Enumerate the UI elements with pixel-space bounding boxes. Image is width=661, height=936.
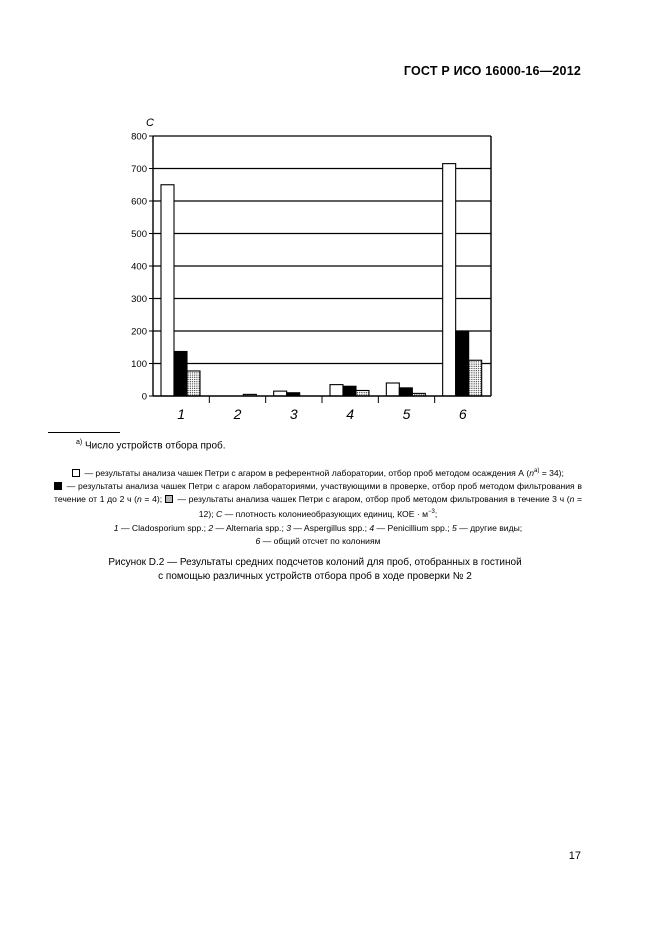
y-tick-label: 100 <box>131 359 147 370</box>
bar-chart <box>0 0 661 440</box>
footnote-marker: а) <box>76 439 83 446</box>
bar-participating-laboratories-4 <box>343 386 356 396</box>
y-axis-label: C <box>146 117 154 129</box>
bar-reference-laboratory-4 <box>330 385 343 396</box>
caption-line-2: с помощью различных устройств отбора проб в ходе проверки № 2 <box>158 571 472 582</box>
legend-line-2: — результаты анализа чашек Петри с агаром лабораториями, участвующими в проверке, отбор проб методом фильтрования в течение от 1 до 2 ч (n = 4); — результаты анализа чашек Петри с агаром, отбор проб методом фильтрования в течение 3 ч (n = 12); C — плотность колониеобразующих единиц, КОЕ · $м^{-3}$; <box>54 481 583 520</box>
bar-filtration-3h-6 <box>469 360 482 396</box>
y-tick-label: 800 <box>131 131 147 143</box>
bar-filtration-3h-1 <box>187 371 200 396</box>
open-square-icon <box>72 469 80 477</box>
y-tick-label: 300 <box>131 294 147 305</box>
y-tick-label: 600 <box>131 196 147 208</box>
standard-header: ГОСТ Р ИСО 16000-16—2012 <box>403 64 581 78</box>
footnote <box>76 439 226 451</box>
y-tick-label: 0 <box>141 391 147 403</box>
y-tick-label: 400 <box>131 261 147 273</box>
y-tick-label: 500 <box>131 229 147 240</box>
footnote-divider <box>48 432 120 433</box>
x-tick-label: 3 <box>289 406 298 422</box>
bar-reference-laboratory-6 <box>443 164 456 396</box>
x-tick-label: 4 <box>346 406 355 422</box>
y-tick-label: 200 <box>131 326 147 338</box>
bar-participating-laboratories-1 <box>174 351 187 396</box>
bar-participating-laboratories-6 <box>456 331 469 396</box>
legend-species: 1 — Cladosporium spp.; 2 — Alternaria spp.; 3 — Aspergillus spp.; 4 — Penicillium spp.; 5 — другие виды; <box>113 522 523 533</box>
y-tick-label: 700 <box>131 164 147 175</box>
legend-total: 6 — общий отсчет по колониям <box>255 535 381 546</box>
bar-filtration-3h-4 <box>356 390 369 396</box>
bar-reference-laboratory-5 <box>386 383 399 396</box>
figure-caption <box>60 556 570 584</box>
footnote-text: Число устройств отбора проб. <box>85 440 226 452</box>
filled-square-icon <box>54 482 62 490</box>
x-tick-label: 1 <box>177 406 186 422</box>
bar-reference-laboratory-1 <box>161 185 174 396</box>
legend-line-1: — результаты анализа чашек Петри с агаром в референтной лаборатории, отбор проб методом осаждения А $(n^{а)} = 34)$; <box>54 465 582 480</box>
x-tick-label: 6 <box>458 406 467 422</box>
bar-reference-laboratory-3 <box>274 391 287 396</box>
page-number: 17 <box>568 850 581 862</box>
x-tick-label: 2 <box>233 406 242 422</box>
x-tick-label: 5 <box>402 406 411 422</box>
bar-participating-laboratories-5 <box>399 388 412 396</box>
dotted-square-icon <box>165 495 173 503</box>
figure-legend <box>54 465 582 548</box>
caption-line-1: Рисунок D.2 — Результаты средних подсчетов колоний для проб, отобранных в гостиной <box>108 557 522 568</box>
